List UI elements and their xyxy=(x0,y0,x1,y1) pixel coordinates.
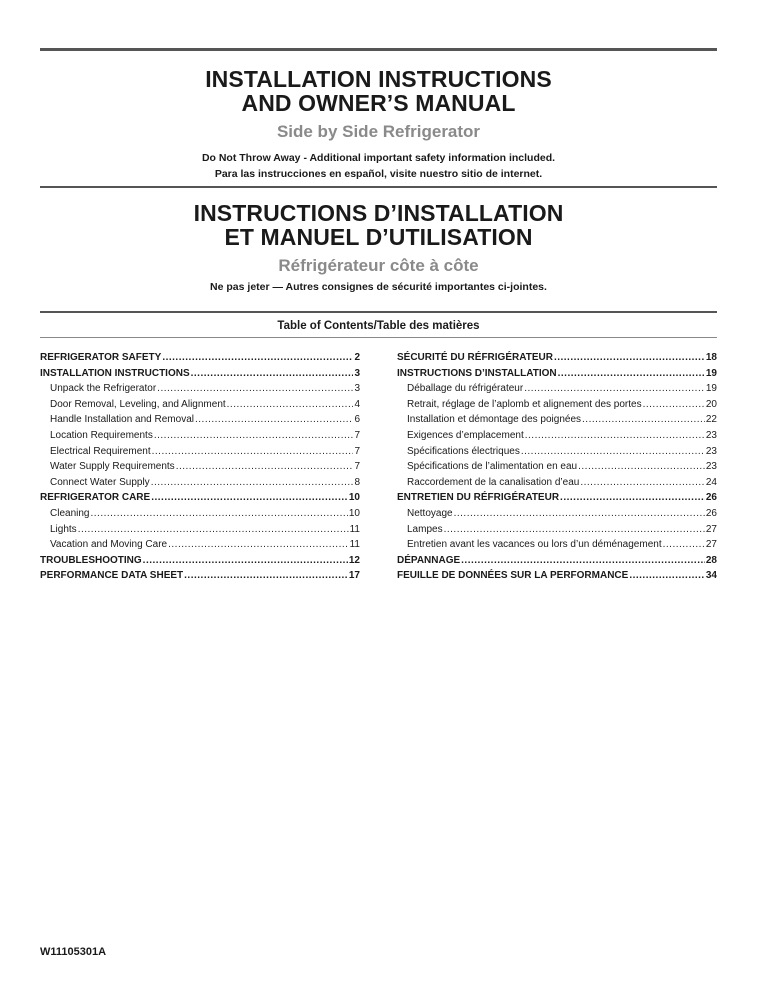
toc-entry-label: Cleaning xyxy=(50,507,90,519)
toc-entry-label: PERFORMANCE DATA SHEET xyxy=(40,570,184,582)
french-subtitle: Réfrigérateur côte à côte xyxy=(278,256,479,275)
toc-entry-page: 7 xyxy=(354,429,360,441)
toc-entry[interactable] xyxy=(40,366,360,382)
toc-entry-page: 19 xyxy=(705,383,717,395)
toc-entry[interactable] xyxy=(40,553,360,569)
toc-entry-page: 22 xyxy=(705,414,717,426)
toc-entry-label: TROUBLESHOOTING xyxy=(40,554,142,566)
english-note-line2: Para las instrucciones en español, visite nuestro sitio de internet. xyxy=(214,168,543,180)
french-title-line1: INSTRUCTIONS D’INSTALLATION xyxy=(193,200,564,226)
toc-entry-label: Exigences d’emplacement xyxy=(407,429,524,441)
toc-leader-dots xyxy=(184,568,348,584)
french-title xyxy=(40,201,717,249)
toc-entry-label: Installation et démontage des poignées xyxy=(407,414,582,426)
toc-entry[interactable] xyxy=(40,444,360,460)
toc-entry-label: INSTRUCTIONS D’INSTALLATION xyxy=(397,367,557,379)
toc-leader-dots xyxy=(461,553,705,569)
toc-entry-label: ENTRETIEN DU RÉFRIGÉRATEUR xyxy=(397,492,560,504)
english-title xyxy=(40,67,717,115)
toc-leader-dots xyxy=(162,350,353,366)
toc-leader-dots xyxy=(454,506,705,522)
toc-entry-label: Spécifications électriques xyxy=(407,445,520,457)
toc-entry-page: 19 xyxy=(705,367,717,379)
toc-leader-dots xyxy=(157,381,353,397)
toc-entry-label: SÉCURITÉ DU RÉFRIGÉRATEUR xyxy=(397,352,553,363)
toc-entry-page: 28 xyxy=(705,554,717,566)
toc-heading: Table of Contents/Table des matières xyxy=(277,320,480,332)
toc-entry-page: 26 xyxy=(705,507,717,519)
toc-entry-label: REFRIGERATOR SAFETY xyxy=(40,352,162,363)
toc-entry[interactable] xyxy=(397,412,717,428)
english-notes xyxy=(40,150,717,182)
toc-entry-page: 24 xyxy=(705,476,717,488)
toc-entry-page: 17 xyxy=(348,570,360,582)
toc-entry-page: 7 xyxy=(354,445,360,457)
toc-entry[interactable] xyxy=(397,568,717,584)
toc-left-column xyxy=(40,350,360,584)
toc-entry[interactable] xyxy=(397,522,717,538)
toc-entry-label: Retrait, réglage de l’aplomb et alignement des portes xyxy=(407,398,642,410)
toc-entry-page: 11 xyxy=(349,539,360,551)
toc-entry[interactable] xyxy=(40,568,360,584)
toc-entry-label: INSTALLATION INSTRUCTIONS xyxy=(40,367,190,379)
toc-entry-page: 34 xyxy=(705,570,717,582)
toc-right-column xyxy=(397,350,717,584)
toc-leader-dots xyxy=(643,397,705,413)
toc-entry-page: 3 xyxy=(354,383,360,395)
toc-entry[interactable] xyxy=(40,522,360,538)
toc-entry-page: 23 xyxy=(705,445,717,457)
toc-entry[interactable] xyxy=(40,490,360,506)
toc-leader-dots xyxy=(524,381,705,397)
english-note-line1: Do Not Throw Away - Additional important safety information included. xyxy=(201,152,556,164)
toc-entry[interactable] xyxy=(397,428,717,444)
toc-entry-label: Déballage du réfrigérateur xyxy=(407,383,524,395)
toc-entry-page: 27 xyxy=(705,523,717,535)
toc-entry-label: Handle Installation and Removal xyxy=(50,414,194,426)
toc-entry[interactable] xyxy=(40,537,360,553)
toc-entry-label: REFRIGERATOR CARE xyxy=(40,492,151,504)
toc-entry[interactable] xyxy=(397,397,717,413)
toc-entry-page: 2 xyxy=(354,352,360,363)
english-subtitle: Side by Side Refrigerator xyxy=(276,122,481,141)
toc-entry-page: 7 xyxy=(354,461,360,473)
toc-leader-dots xyxy=(143,553,348,569)
toc-entry[interactable] xyxy=(397,350,717,366)
toc-entry[interactable] xyxy=(397,537,717,553)
toc-entry[interactable] xyxy=(397,381,717,397)
toc-entry-page: 23 xyxy=(705,461,717,473)
toc-leader-dots xyxy=(560,490,705,506)
toc-entry-page: 23 xyxy=(705,429,717,441)
toc-entry-page: 11 xyxy=(349,523,360,535)
toc-leader-dots xyxy=(580,475,705,491)
toc-leader-dots xyxy=(152,444,354,460)
toc-entry-label: FEUILLE DE DONNÉES SUR LA PERFORMANCE xyxy=(397,570,629,582)
toc-entry-label: Nettoyage xyxy=(407,507,453,519)
toc-entry-label: Vacation and Moving Care xyxy=(50,539,168,551)
toc-entry[interactable] xyxy=(397,459,717,475)
toc-entry-page: 8 xyxy=(354,476,360,488)
toc-entry[interactable] xyxy=(397,444,717,460)
toc-leader-dots xyxy=(191,366,354,382)
toc-leader-dots xyxy=(227,397,354,413)
french-title-line2: ET MANUEL D’UTILISATION xyxy=(224,224,533,250)
toc-entry-page: 4 xyxy=(354,398,360,410)
toc-entry[interactable] xyxy=(40,397,360,413)
toc-leader-dots xyxy=(151,475,354,491)
toc-entry-label: Spécifications de l’alimentation en eau xyxy=(407,461,578,473)
english-title-line2: AND OWNER’S MANUAL xyxy=(241,90,516,116)
toc-top-rule xyxy=(40,311,717,313)
toc-entry[interactable] xyxy=(397,490,717,506)
toc-leader-dots xyxy=(176,459,354,475)
toc-entry-label: Location Requirements xyxy=(50,429,153,441)
top-rule xyxy=(40,48,717,51)
toc-leader-dots xyxy=(578,459,705,475)
toc-leader-dots xyxy=(168,537,349,553)
toc-entry-page: 3 xyxy=(354,367,360,379)
toc-leader-dots xyxy=(558,366,705,382)
toc-leader-dots xyxy=(444,522,705,538)
toc-leader-dots xyxy=(195,412,353,428)
toc-entry[interactable] xyxy=(40,428,360,444)
toc-entry-label: Raccordement de la canalisation d’eau xyxy=(407,476,580,488)
toc-entry-label: Entretien avant les vacances ou lors d’un déménagement xyxy=(407,539,662,551)
toc-entry-label: Lampes xyxy=(407,523,443,535)
toc-leader-dots xyxy=(663,537,705,553)
document-number: W11105301A xyxy=(40,946,107,958)
toc-entry[interactable] xyxy=(40,506,360,522)
toc-entry[interactable] xyxy=(397,475,717,491)
english-title-line1: INSTALLATION INSTRUCTIONS xyxy=(205,66,552,92)
toc-entry[interactable] xyxy=(397,553,717,569)
toc-entry-page: 26 xyxy=(705,492,717,504)
toc-leader-dots xyxy=(525,428,705,444)
toc-entry-label: Connect Water Supply xyxy=(50,476,150,488)
toc-entry-page: 27 xyxy=(705,539,717,551)
toc-leader-dots xyxy=(582,412,705,428)
toc-leader-dots xyxy=(554,350,705,366)
toc-leader-dots xyxy=(78,522,349,538)
toc-entry-label: Lights xyxy=(50,523,77,535)
toc-entry-page: 18 xyxy=(705,352,717,363)
toc-entry-label: Water Supply Requirements xyxy=(50,461,175,473)
toc-entry-page: 20 xyxy=(705,398,717,410)
toc-entry-label: Door Removal, Leveling, and Alignment xyxy=(50,398,226,410)
toc-entry[interactable] xyxy=(40,412,360,428)
toc-entry-page: 12 xyxy=(348,554,360,566)
toc-leader-dots xyxy=(521,444,705,460)
toc-entry[interactable] xyxy=(397,366,717,382)
toc-heading-rule xyxy=(40,337,717,338)
toc-entry-label: Unpack the Refrigerator xyxy=(50,383,157,395)
french-note: Ne pas jeter — Autres consignes de sécurité importantes ci-jointes. xyxy=(210,281,547,293)
toc-entry[interactable] xyxy=(40,475,360,491)
toc-entry-page: 10 xyxy=(348,507,360,519)
toc-entry[interactable] xyxy=(397,506,717,522)
toc-leader-dots xyxy=(90,506,347,522)
toc-entry[interactable] xyxy=(40,350,360,366)
toc-entry-page: 10 xyxy=(348,492,360,504)
toc-leader-dots xyxy=(154,428,354,444)
toc-entry-page: 6 xyxy=(354,414,360,426)
toc-entry-label: DÉPANNAGE xyxy=(397,554,461,566)
toc-entry-label: Electrical Requirement xyxy=(50,445,151,457)
toc-leader-dots xyxy=(629,568,705,584)
toc-entry[interactable] xyxy=(40,459,360,475)
toc-leader-dots xyxy=(151,490,348,506)
toc-entry[interactable] xyxy=(40,381,360,397)
middle-rule xyxy=(40,186,717,188)
